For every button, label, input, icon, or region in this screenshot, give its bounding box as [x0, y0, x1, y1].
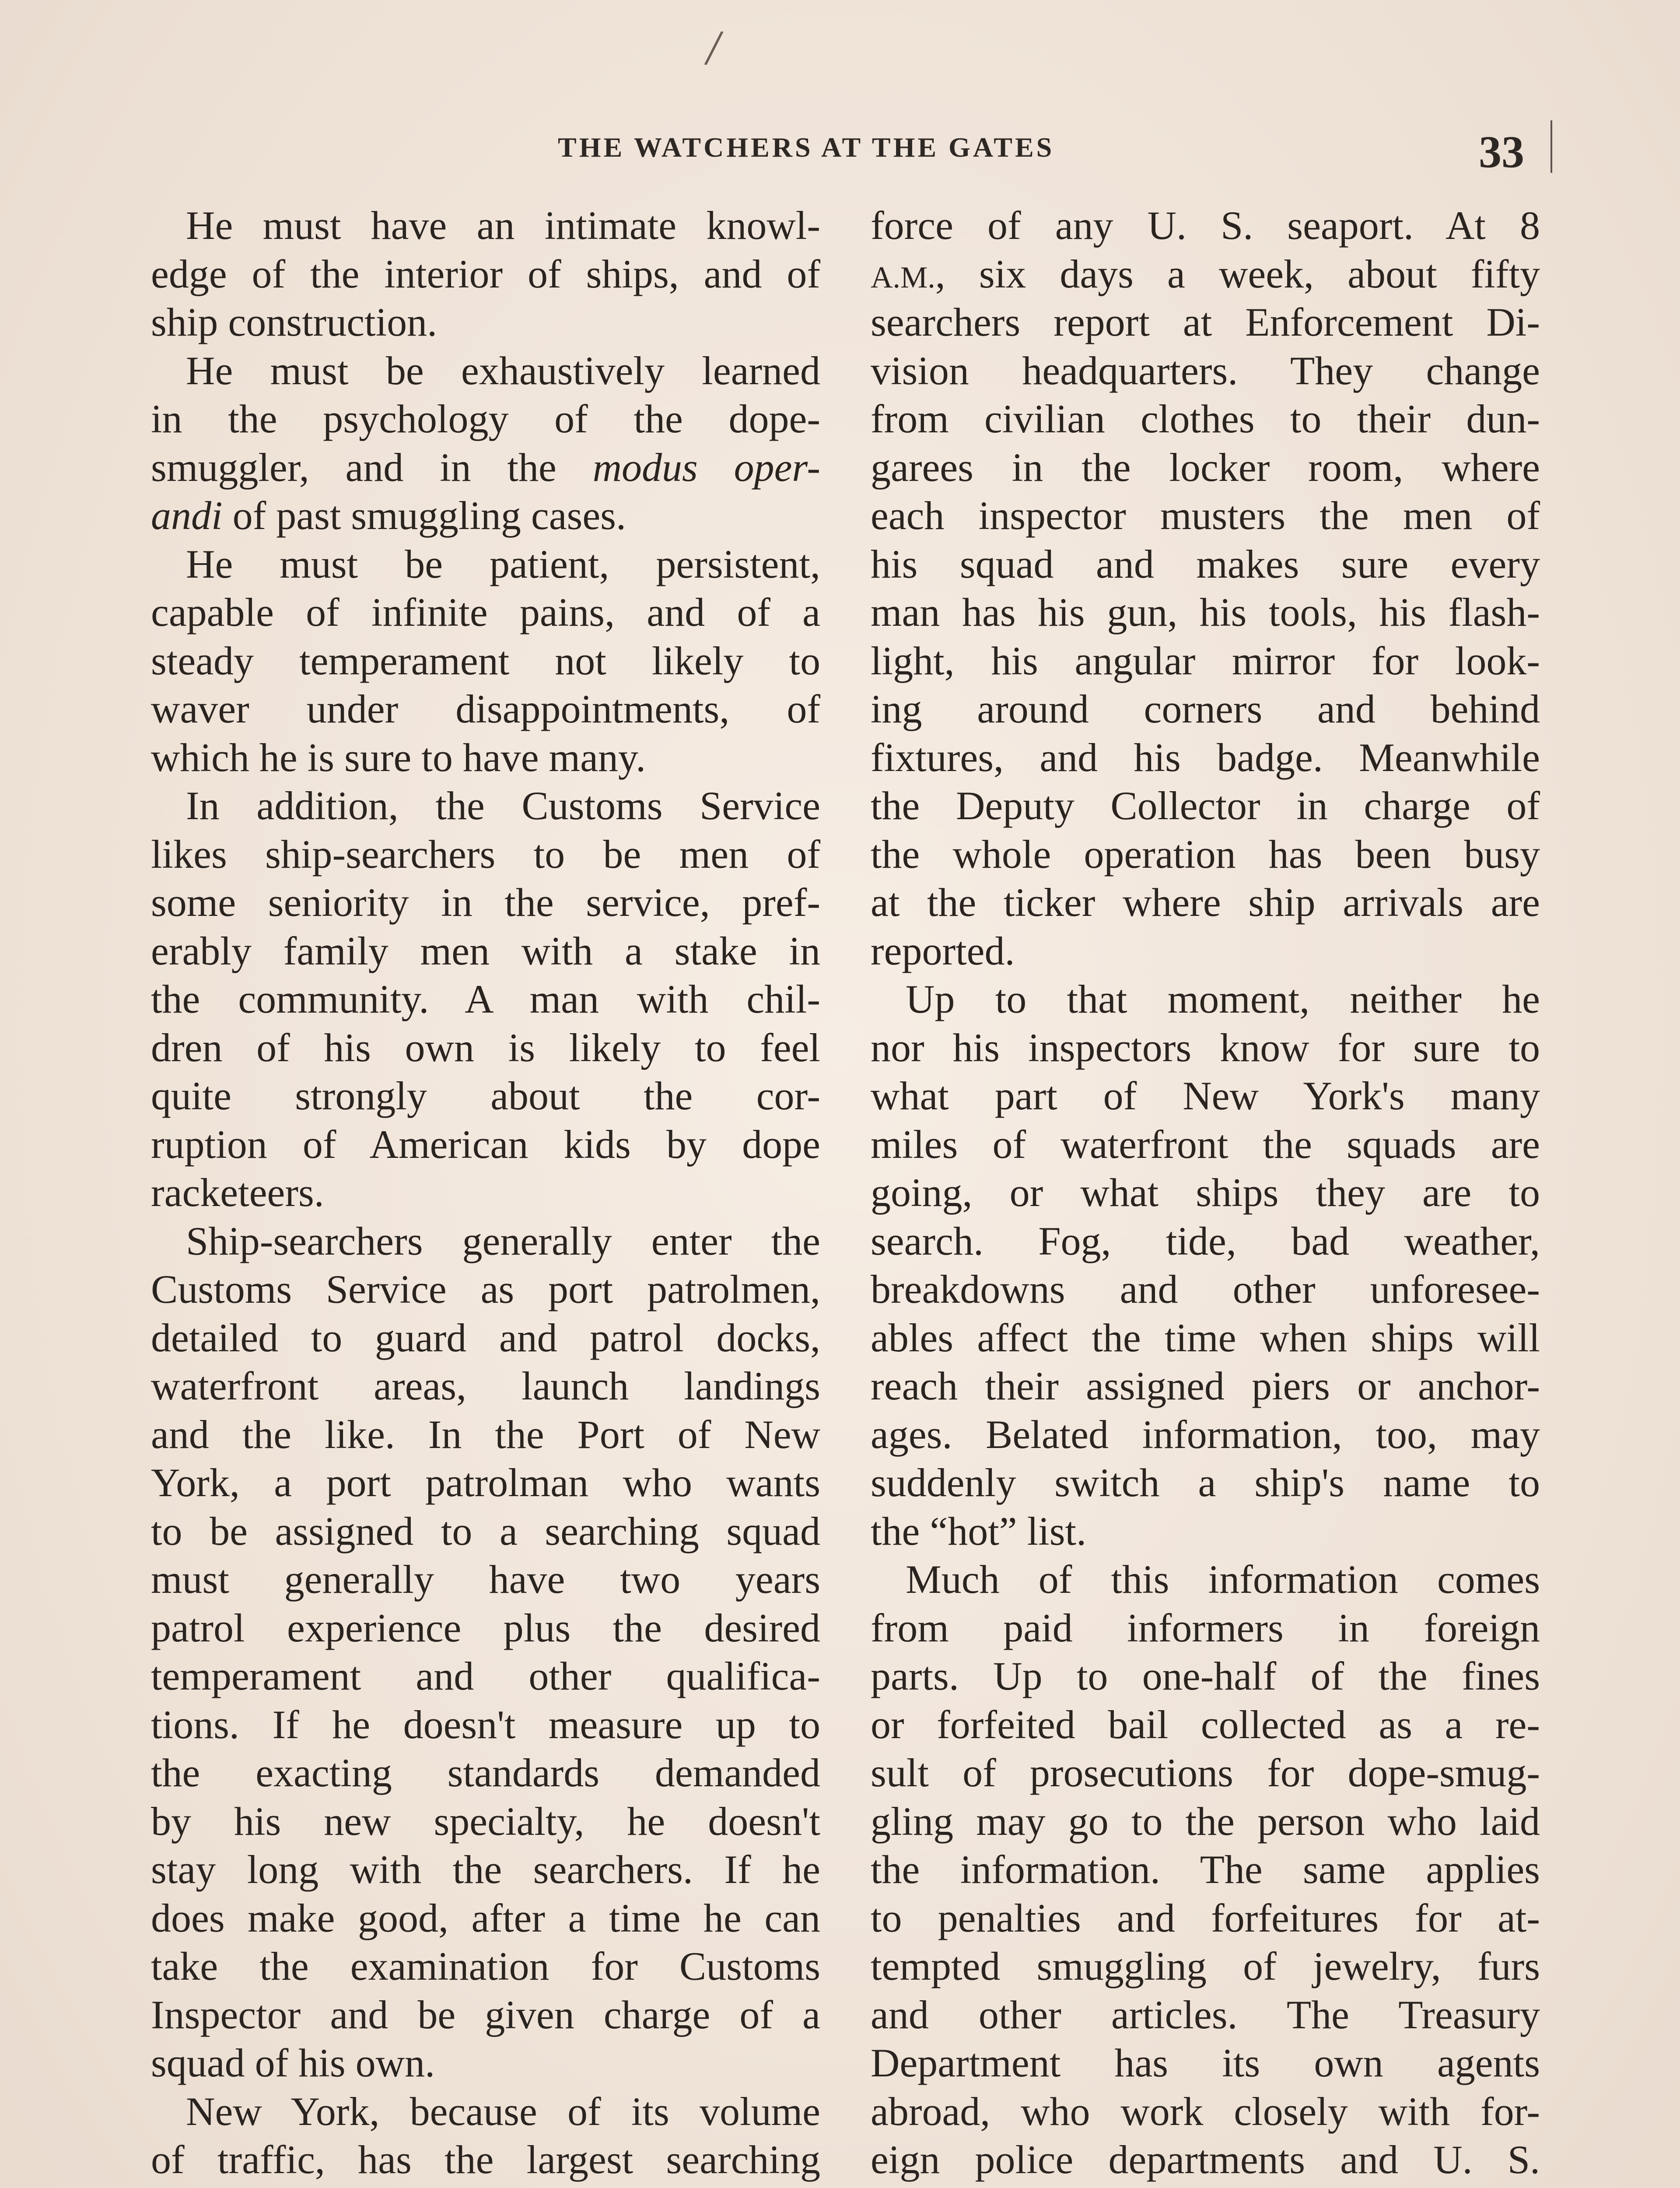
- text-line: tempted smuggling of jewelry, furs: [871, 1944, 1540, 1988]
- text-line: reported.: [871, 928, 1015, 973]
- text-line: patrol experience plus the desired: [151, 1605, 820, 1650]
- text-line: sult of prosecutions for dope-smug-: [871, 1750, 1540, 1795]
- text-line: smuggler, and in the modus oper-: [151, 445, 820, 490]
- text-line: the information. The same applies: [871, 1847, 1540, 1892]
- text-line: waterfront areas, launch landings: [151, 1364, 820, 1408]
- text-line: Ship-searchers generally enter the: [186, 1218, 820, 1263]
- text-line: in the psychology of the dope-: [151, 396, 820, 441]
- page-edge-rule: [1550, 120, 1552, 173]
- text-line: searchers report at Enforcement Di-: [871, 300, 1540, 344]
- text-line: York, a port patrolman who wants: [151, 1460, 820, 1505]
- text-line: which he is sure to have many.: [151, 735, 646, 780]
- text-line: the community. A man with chil-: [151, 977, 820, 1021]
- text-line: New York, because of its volume: [186, 2089, 820, 2134]
- text-line: eign police departments and U. S.: [871, 2137, 1540, 2182]
- text-line: and other articles. The Treasury: [871, 1992, 1540, 2037]
- text-line: gling may go to the person who laid: [871, 1799, 1540, 1844]
- text-line: from paid informers in foreign: [871, 1605, 1540, 1650]
- text-line: ables affect the time when ships will: [871, 1315, 1540, 1360]
- text-line: He must have an intimate knowl-: [186, 203, 820, 248]
- text-line: capable of infinite pains, and of a: [151, 590, 820, 635]
- text-line: edge of the interior of ships, and of: [151, 251, 820, 296]
- text-line: miles of waterfront the squads are: [871, 1122, 1540, 1167]
- text-line: ship construction.: [151, 300, 438, 344]
- text-line: fixtures, and his badge. Meanwhile: [871, 735, 1540, 780]
- text-line: the whole operation has been busy: [871, 831, 1540, 877]
- text-line: abroad, who work closely with for-: [871, 2089, 1540, 2134]
- text-line: In addition, the Customs Service: [186, 783, 820, 828]
- text-line: suddenly switch a ship's name to: [871, 1460, 1540, 1505]
- left-text-column: [151, 201, 820, 2184]
- text-line: by his new specialty, he doesn't: [151, 1799, 820, 1844]
- text-line: force of any U. S. seaport. At 8: [871, 203, 1540, 248]
- text-line: going, or what ships they are to: [871, 1170, 1540, 1215]
- text-line: andi of past smuggling cases.: [151, 493, 626, 538]
- text-line: He must be patient, persistent,: [186, 541, 820, 586]
- text-line: does make good, after a time he can: [151, 1895, 820, 1940]
- text-line: to penalties and forfeitures for at-: [871, 1895, 1540, 1940]
- text-line: dren of his own is likely to feel: [151, 1025, 820, 1070]
- text-line: Much of this information comes: [906, 1557, 1540, 1602]
- text-line: detailed to guard and patrol docks,: [151, 1315, 820, 1360]
- text-line: vision headquarters. They change: [871, 348, 1540, 393]
- text-line: must generally have two years: [151, 1557, 820, 1602]
- text-line: Inspector and be given charge of a: [151, 1992, 820, 2037]
- pencil-mark: /: [702, 18, 725, 77]
- text-line: some seniority in the service, pref-: [151, 880, 820, 925]
- text-line: He must be exhaustively learned: [186, 348, 820, 393]
- text-line: steady temperament not likely to: [151, 638, 820, 683]
- text-line: each inspector musters the men of: [871, 493, 1540, 538]
- text-line: what part of New York's many: [871, 1073, 1540, 1118]
- text-line: breakdowns and other unforesee-: [871, 1267, 1540, 1311]
- text-line: reach their assigned piers or anchor-: [871, 1364, 1540, 1408]
- text-line: garees in the locker room, where: [871, 445, 1540, 490]
- text-line: or forfeited bail collected as a re-: [871, 1702, 1540, 1747]
- text-line: nor his inspectors know for sure to: [871, 1025, 1540, 1070]
- text-line: temperament and other qualifica-: [151, 1654, 820, 1698]
- text-line: tions. If he doesn't measure up to: [151, 1702, 820, 1747]
- text-line: the “hot” list.: [871, 1508, 1087, 1553]
- text-line: Department has its own agents: [871, 2041, 1540, 2085]
- text-line: of traffic, has the largest searching: [151, 2137, 820, 2182]
- right-text-column: [871, 201, 1540, 2184]
- text-line: erably family men with a stake in: [151, 928, 820, 973]
- running-head: THE WATCHERS AT THE GATES: [558, 132, 1055, 163]
- text-line: likes ship-searchers to be men of: [151, 831, 820, 877]
- text-line: ruption of American kids by dope: [151, 1122, 820, 1167]
- text-line: quite strongly about the cor-: [151, 1073, 820, 1118]
- text-line: waver under disappointments, of: [151, 687, 820, 731]
- text-line: ages. Belated information, too, may: [871, 1412, 1540, 1457]
- text-line: to be assigned to a searching squad: [151, 1508, 820, 1553]
- text-line: Customs Service as port patrolmen,: [151, 1267, 820, 1311]
- text-line: light, his angular mirror for look-: [871, 638, 1540, 683]
- text-line: and the like. In the Port of New: [151, 1412, 820, 1457]
- text-line: the Deputy Collector in charge of: [871, 783, 1540, 828]
- text-line: from civilian clothes to their dun-: [871, 396, 1540, 441]
- text-line: ing around corners and behind: [871, 687, 1540, 731]
- page-number: 33: [1479, 127, 1524, 177]
- text-line: A.M., six days a week, about fifty: [871, 251, 1540, 296]
- text-line: squad of his own.: [151, 2041, 435, 2085]
- text-line: racketeers.: [151, 1170, 324, 1215]
- text-line: take the examination for Customs: [151, 1944, 820, 1988]
- text-line: Up to that moment, neither he: [906, 977, 1540, 1021]
- text-line: the exacting standards demanded: [151, 1750, 820, 1795]
- text-line: parts. Up to one-half of the fines: [871, 1654, 1540, 1698]
- text-line: his squad and makes sure every: [871, 541, 1540, 586]
- text-line: man has his gun, his tools, his flash-: [871, 590, 1540, 635]
- text-line: at the ticker where ship arrivals are: [871, 880, 1540, 925]
- text-line: search. Fog, tide, bad weather,: [871, 1218, 1540, 1263]
- text-line: stay long with the searchers. If he: [151, 1847, 820, 1892]
